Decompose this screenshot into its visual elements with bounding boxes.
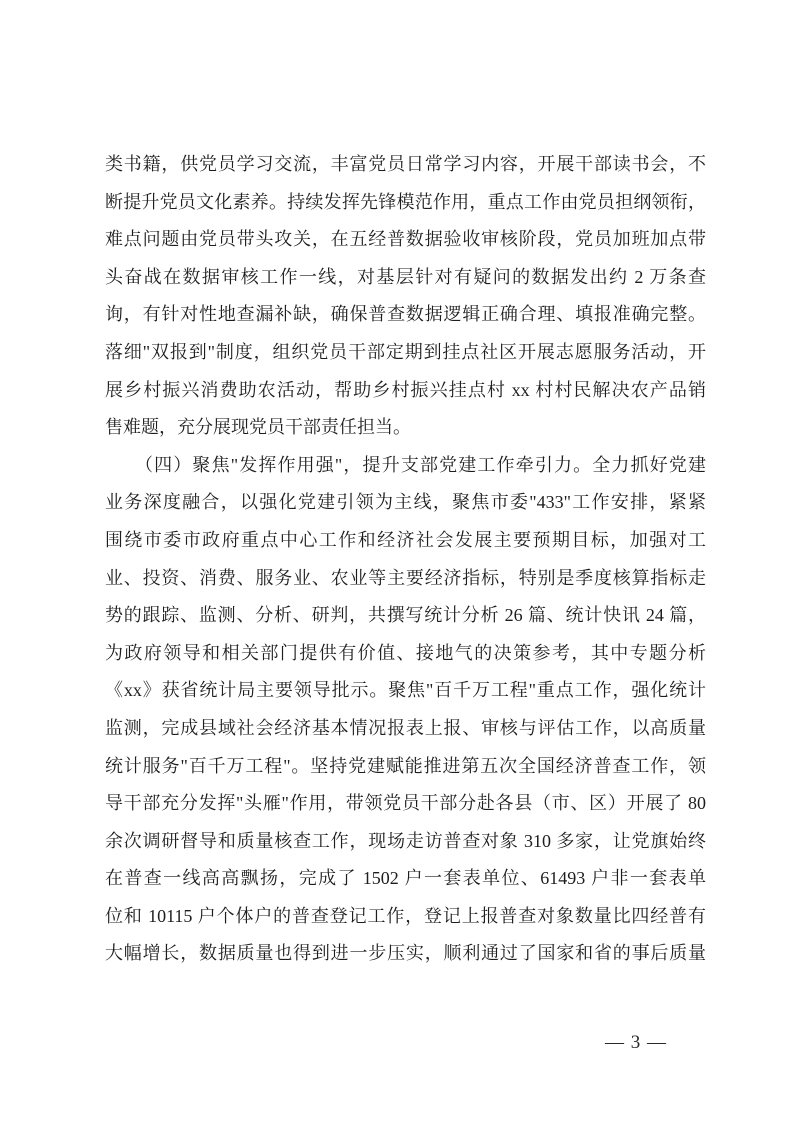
text-line <box>105 447 706 485</box>
page-number: — 3 — <box>605 1032 667 1053</box>
text-line: 难点问题由党员带头攻关，在五经普数据验收审核阶段，党员加班加点带 <box>105 229 706 250</box>
text-line: 类书籍，供党员学习交流，丰富党员日常学习内容，开展干部读书会，不 <box>105 154 706 174</box>
text-line: 余次调研督导和质量核查工作，现场走访普查对象 310 多家，让党旗始终 <box>105 830 706 851</box>
text-line: 围绕市委市政府重点中心工作和经济社会发展主要预期目标，加强对工 <box>105 529 706 550</box>
section-heading: （四）聚焦"发挥作用强"，提升支部党建工作牵引力。 <box>135 454 593 475</box>
text-line: 大幅增长，数据质量也得到进一步压实，顺利通过了国家和省的事后质量 <box>105 943 706 964</box>
text-line: 统计服务"百千万工程"。坚持党建赋能推进第五次全国经济普查工作，领 <box>105 755 706 776</box>
text-line: 在普查一线高高飘扬，完成了 1502 户一套表单位、61493 户非一套表单 <box>105 868 706 889</box>
text-line: 落细"双报到"制度，组织党员干部定期到挂点社区开展志愿服务活动，开 <box>105 341 706 362</box>
text-run: 全力抓好党建 <box>592 454 706 475</box>
text-line: 监测，完成县域社会经济基本情况报表上报、审核与评估工作，以高质量 <box>105 717 706 738</box>
text-line: 业务深度融合，以强化党建引领为主线，聚焦市委"433"工作安排，紧紧 <box>105 492 706 513</box>
text-line: 售难题，充分展现党员干部责任担当。 <box>105 417 411 438</box>
text-line: 《xx》获省统计局主要领导批示。聚焦"百千万工程"重点工作，强化统计 <box>105 680 706 701</box>
text-line: 展乡村振兴消费助农活动，帮助乡村振兴挂点村 xx 村村民解决农产品销 <box>105 379 706 400</box>
text-line: 询，有针对性地查漏补缺，确保普查数据逻辑正确合理、填报准确完整。 <box>105 304 706 325</box>
paragraph-section-4-body <box>105 484 706 973</box>
text-line: 位和 10115 户个体户的普查登记工作，登记上报普查对象数量比四经普有 <box>105 905 706 926</box>
text-line: 势的跟踪、监测、分析、研判，共撰写统计分析 26 篇、统计快讯 24 篇， <box>105 605 706 626</box>
text-line: 业、投资、消费、服务业、农业等主要经济指标，特别是季度核算指标走 <box>105 567 706 588</box>
text-line: 头奋战在数据审核工作一线，对基层针对有疑问的数据发出约 2 万条查 <box>105 266 706 287</box>
paragraph-continuation <box>105 146 706 447</box>
text-line: 断提升党员文化素养。持续发挥先锋模范作用，重点工作由党员担纲领衔， <box>105 191 706 212</box>
text-line: 导干部充分发挥"头雁"作用，带领党员干部分赴各县（市、区）开展了 80 <box>105 793 706 814</box>
document-body <box>105 146 706 973</box>
text-line: 为政府领导和相关部门提供有价值、接地气的决策参考，其中专题分析 <box>105 642 706 663</box>
paragraph-section-4 <box>105 447 706 973</box>
